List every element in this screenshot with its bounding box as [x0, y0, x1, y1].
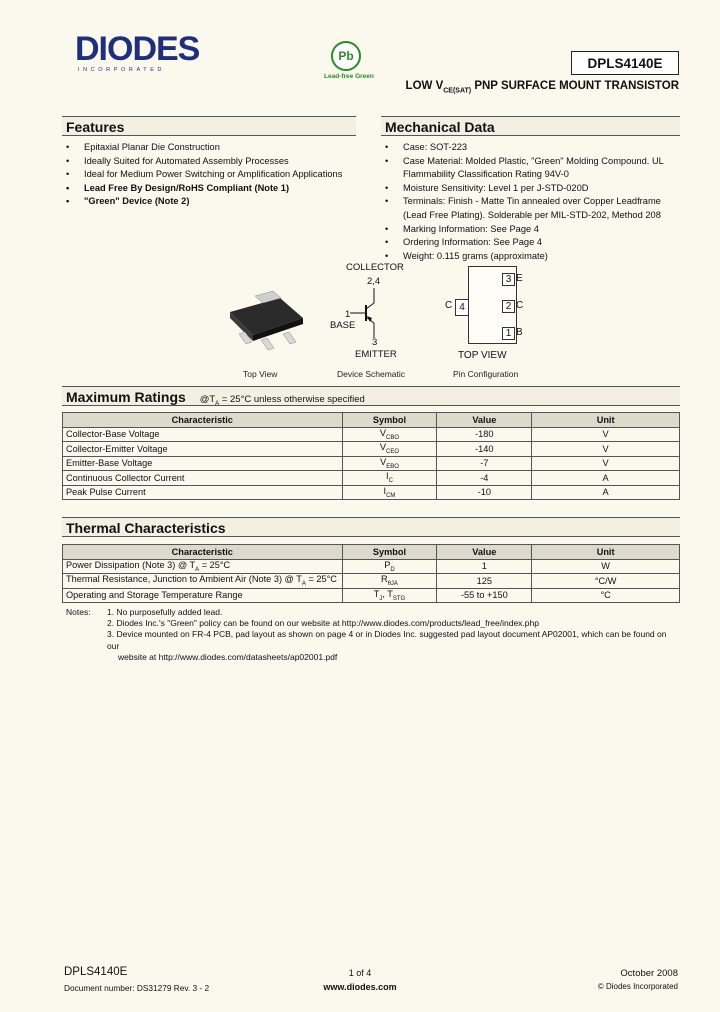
table-row: Thermal Resistance, Junction to Ambient Air (Note 3) @ $T_A = 25^\circ C$ $R_{\theta JA}$ 125 °C/W — [63, 574, 680, 589]
pin-3-box: 3 — [502, 273, 515, 286]
footer-page-number: 1 of 4 — [348, 968, 372, 978]
collector-pins: 2,4 — [367, 276, 381, 287]
list-item: • Ordering Information: See Page 4 — [381, 236, 676, 250]
list-item: • Weight: 0.115 grams (approximate) — [381, 250, 676, 264]
schematic-caption: Device Schematic — [337, 369, 406, 379]
pin-4-label: C — [445, 300, 453, 311]
note-3: 3. Device mounted on FR-4 PCB, pad layout as shown on page 4 or in Diodes Inc. suggested pad layout document AP02001, which can be found on our — [107, 629, 667, 651]
list-item: • Epitaxial Planar Die Construction — [62, 141, 362, 155]
footer-part-number: DPLS4140E — [64, 966, 128, 978]
collector-label: COLLECTOR — [346, 262, 404, 273]
base-label: BASE — [330, 320, 356, 331]
pin-1-label: B — [516, 327, 523, 338]
features-heading: Features — [62, 116, 356, 136]
mechanical-heading: Mechanical Data — [381, 116, 680, 136]
list-item: • Ideally Suited for Automated Assembly Processes — [62, 155, 362, 169]
lead-free-icon: Pb — [331, 41, 361, 71]
note-3-continued: website at http://www.diodes.com/datasheets/ap02001.pdf — [118, 651, 338, 662]
pin-2-label: C — [516, 300, 524, 311]
top-view-caption: Top View — [243, 369, 278, 379]
pin-1-box: 1 — [502, 327, 515, 340]
company-logo: DIODES — [75, 30, 200, 68]
list-item: • Moisture Sensitivity: Level 1 per J-STD-020D — [381, 182, 676, 196]
package-top-view-image — [225, 290, 310, 355]
base-pin: 1 — [345, 309, 351, 320]
notes-list — [107, 607, 677, 663]
pin-config-caption: Pin Configuration — [453, 369, 519, 379]
table-row: Emitter-Base Voltage $V_{EBO}$ -7 V — [63, 456, 680, 471]
pin-3-label: E — [516, 273, 523, 284]
notes-label: Notes: — [66, 607, 91, 617]
list-item: • Terminals: Finish - Matte Tin annealed over Copper Leadframe (Lead Free Plating). Solderable per MIL-STD-202, Method 208 — [381, 195, 676, 222]
max-ratings-condition: $@T_A = 25^\circ C$ unless otherwise specified — [199, 394, 365, 407]
company-logo-subtext: INCORPORATED — [78, 67, 166, 73]
max-ratings-table — [62, 412, 680, 500]
table-row: Power Dissipation (Note 3) @ $T_A = 25^\circ C$ $P_D$ 1 W — [63, 559, 680, 574]
pin-4-tab: 4 — [455, 299, 469, 316]
table-row: Continuous Collector Current $I_C$ -4 A — [63, 471, 680, 486]
features-list — [62, 141, 362, 209]
table-row: Peak Pulse Current $I_{CM}$ -10 A — [63, 485, 680, 500]
footer-website: www.diodes.com — [323, 982, 397, 992]
pin-top-view-label: TOP VIEW — [458, 350, 507, 361]
emitter-label: EMITTER — [355, 349, 397, 360]
footer-date: October 2008 — [620, 968, 678, 979]
document-subtitle: LOW $V_{CE(SAT)}$ PNP SURFACE MOUNT TRANSISTOR — [405, 80, 679, 95]
table-row: Operating and Storage Temperature Range $T_J$, $T_{STG}$ -55 to +150 °C — [63, 588, 680, 603]
lead-free-label: Lead-free Green — [324, 73, 374, 80]
max-ratings-heading: Maximum Ratings $@T_A = 25^\circ C$ unless otherwise specified — [62, 386, 680, 406]
list-item: • Marking Information: See Page 4 — [381, 223, 676, 237]
table-header-row: Characteristic Symbol Value Unit — [63, 545, 680, 560]
table-header-row: Characteristic Symbol Value Unit — [63, 413, 680, 428]
note-2: 2. Diodes Inc.'s "Green" policy can be found on our website at http://www.diodes.com/products/lead_free/index.php — [107, 618, 539, 629]
list-item: • Case: SOT-223 — [381, 141, 676, 155]
note-1: 1. No purposefully added lead. — [107, 607, 223, 617]
list-item: • Case Material: Molded Plastic, "Green" Molding Compound. UL Flammability Classification Rating 94V-0 — [381, 155, 676, 182]
mechanical-list — [381, 141, 676, 263]
transistor-symbol — [350, 288, 390, 338]
thermal-table — [62, 544, 680, 603]
footer-document-number: Document number: DS31279 Rev. 3 - 2 — [64, 983, 210, 993]
table-row: Collector-Base Voltage $V_{CBO}$ -180 V — [63, 427, 680, 442]
list-item: • Lead Free By Design/RoHS Compliant (Note 1) — [62, 182, 362, 196]
pin-2-box: 2 — [502, 300, 515, 313]
part-number-box: DPLS4140E — [571, 51, 679, 75]
emitter-pin: 3 — [372, 337, 378, 348]
list-item: • "Green" Device (Note 2) — [62, 195, 362, 209]
thermal-heading: Thermal Characteristics — [62, 517, 680, 537]
table-row: Collector-Emitter Voltage $V_{CEO}$ -140 V — [63, 442, 680, 457]
list-item: • Ideal for Medium Power Switching or Amplification Applications — [62, 168, 362, 182]
footer-copyright: © Diodes Incorporated — [597, 982, 678, 991]
